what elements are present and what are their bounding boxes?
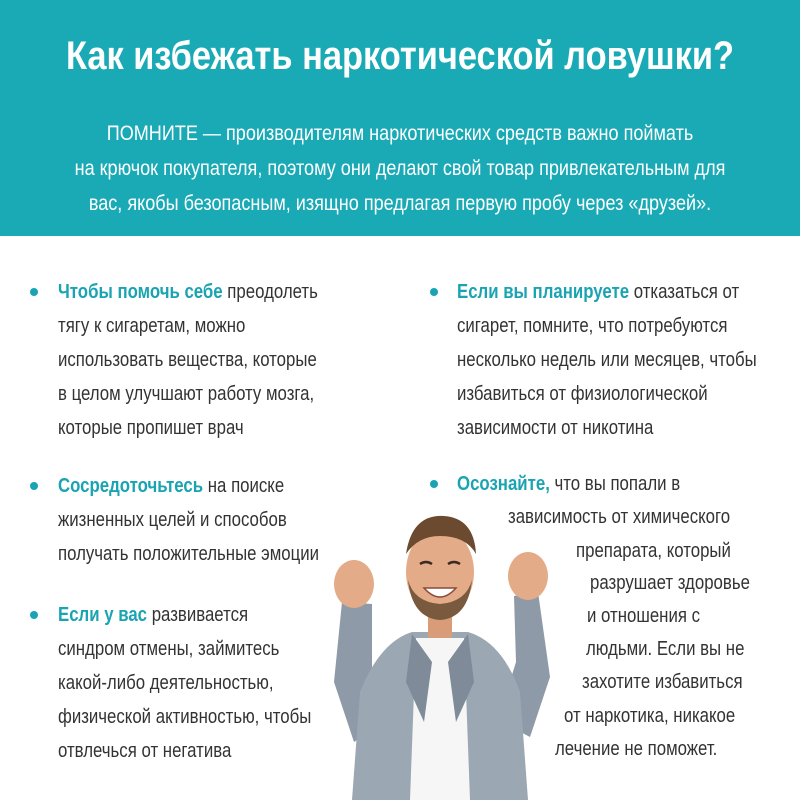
tip-line-wrap xyxy=(586,632,775,666)
tip-line-wrap xyxy=(576,534,760,568)
tip-text: тягу к сигаретам, можно xyxy=(58,315,246,337)
tip-text: использовать вещества, которые xyxy=(58,349,317,371)
tip-text: сигарет, помните, что потребуются xyxy=(457,315,728,337)
tip-text: несколько недель или месяцев, чтобы xyxy=(457,349,757,371)
tip-text: на поиске xyxy=(203,475,285,497)
tip-text: синдром отмены, займитесь xyxy=(58,638,280,660)
tip-text: препарата, который xyxy=(576,540,731,562)
tip-item xyxy=(58,275,367,445)
tip-text: отказаться от xyxy=(629,281,740,303)
tip-text: какой-либо деятельностью, xyxy=(58,672,274,694)
tip-text: от наркотика, никакое xyxy=(564,705,736,727)
tip-emphasis: Чтобы помочь себе xyxy=(58,281,223,303)
tip-text: которые пропишет врач xyxy=(58,417,244,439)
tip-text: зависимость от химического xyxy=(508,506,731,528)
subtitle-line: вас, якобы безопасным, изящно предлагая первую пробу через «друзей». xyxy=(88,192,712,215)
page-title: Как избежать наркотической ловушки? xyxy=(65,34,735,78)
tip-text: людьми. Если вы не xyxy=(586,638,745,660)
tip-text: в целом улучшают работу мозга, xyxy=(58,383,315,405)
tip-text: и отношения с xyxy=(587,605,700,627)
tip-line-wrap xyxy=(564,699,768,733)
bullet-icon xyxy=(30,482,38,490)
subtitle-line: на крючок покупателя, поэтому они делают свой товар привлекательным для xyxy=(74,157,726,180)
tip-line-wrap xyxy=(590,566,780,600)
tip-text: отвлечься от негатива xyxy=(58,740,232,762)
tip-text: жизненных целей и способов xyxy=(58,509,287,531)
tip-text: разрушает здоровье xyxy=(590,572,750,594)
tip-text: что вы попали в xyxy=(549,473,681,495)
subtitle xyxy=(0,116,800,221)
tip-text: физической активностью, чтобы xyxy=(58,706,312,728)
tip-emphasis: Если у вас xyxy=(58,604,148,626)
tip-emphasis: Сосредоточьтесь xyxy=(58,475,204,497)
tip-text: получать положительные эмоции xyxy=(58,543,320,565)
bullet-icon xyxy=(30,288,38,296)
header-banner xyxy=(0,0,800,236)
tip-text: преодолеть xyxy=(222,281,318,303)
tip-line-wrap xyxy=(582,665,773,699)
tip-text: лечение не поможет. xyxy=(555,738,718,760)
tip-text: избавиться от физиологической xyxy=(457,383,708,405)
bullet-icon xyxy=(430,288,438,296)
tip-emphasis: Если вы планируете xyxy=(457,281,630,303)
tip-item xyxy=(58,598,360,768)
tip-emphasis: Осознайте, xyxy=(457,473,550,495)
tip-item xyxy=(457,275,800,445)
tip-line-wrap xyxy=(555,732,748,766)
bullet-icon xyxy=(30,611,38,619)
tip-line-wrap xyxy=(587,599,722,633)
smiling-man-photo xyxy=(320,492,560,800)
tip-text: захотите избавиться xyxy=(582,671,743,693)
bullet-icon xyxy=(430,480,438,488)
subtitle-line: ПОМНИТЕ — производителям наркотических средств важно поймать xyxy=(106,122,694,145)
tip-text: развивается xyxy=(147,604,249,626)
tip-text: зависимости от никотина xyxy=(457,417,654,439)
